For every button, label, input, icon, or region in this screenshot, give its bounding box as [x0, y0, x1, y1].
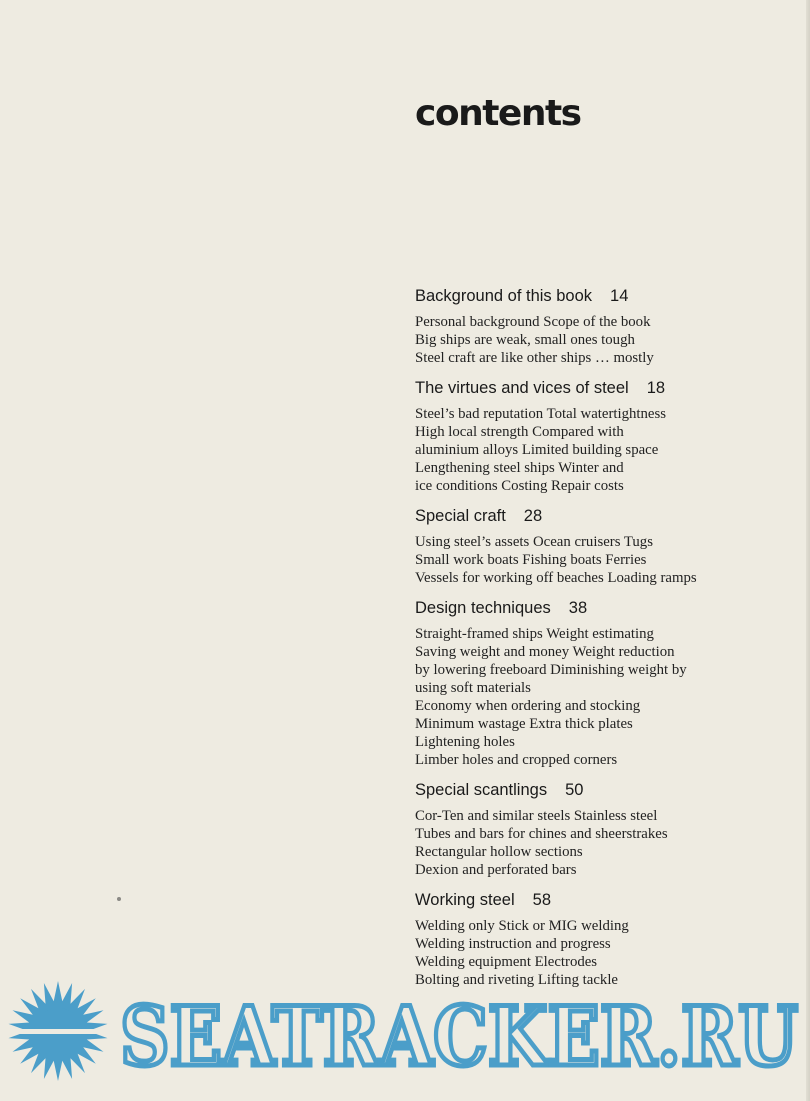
section-topic-line: Limber holes and cropped corners [415, 752, 618, 768]
watermark-text: SEATRACKER.RU [120, 990, 798, 1081]
watermark-logo [0, 981, 810, 1081]
toc-section [415, 506, 805, 587]
section-topic-line: Rectangular hollow sections [415, 844, 583, 860]
section-topic-line: Lightening holes [415, 734, 515, 750]
section-topic-line: by lowering freeboard Diminishing weight by [415, 662, 687, 678]
section-page-number: 28 [523, 507, 543, 525]
section-topic-line: Bolting and riveting Lifting tackle [415, 972, 619, 988]
speck [117, 897, 121, 901]
section-topic-line: Dexion and perforated bars [415, 862, 577, 878]
section-topic-line: Saving weight and money Weight reduction [415, 644, 675, 660]
section-topic-line: Steel craft are like other ships … mostly [415, 350, 654, 366]
section-topic-line: Tubes and bars for chines and sheerstrakes [415, 826, 668, 842]
section-topic-line: Welding only Stick or MIG welding [415, 918, 629, 934]
toc-section [415, 286, 805, 367]
section-page-number: 50 [565, 781, 584, 799]
section-topic-line: Straight-framed ships Weight estimating [415, 626, 654, 642]
section-topic-line: Using steel’s assets Ocean cruisers Tugs [415, 534, 653, 550]
section-title-text: The virtues and vices of steel [415, 379, 629, 397]
section-topic-line: Small work boats Fishing boats Ferries [415, 552, 647, 568]
section-title-text: Background of this book [415, 287, 593, 305]
section-topic-line: Big ships are weak, small ones tough [415, 332, 635, 348]
section-page-number: 58 [532, 891, 552, 909]
section-title-text: Special scantlings [415, 781, 548, 799]
section-topic-line: Lengthening steel ships Winter and [415, 460, 624, 476]
section-title [415, 780, 805, 800]
section-topic-line: Minimum wastage Extra thick plates [415, 716, 633, 732]
page-edge [806, 0, 810, 1101]
section-topic-line: Steel’s bad reputation Total watertightness [415, 406, 667, 422]
section-topic-line: Cor-Ten and similar steels Stainless steel [415, 808, 658, 824]
toc-section [415, 780, 805, 879]
section-topic-line: Welding instruction and progress [415, 936, 611, 952]
section-topic-line: Economy when ordering and stocking [415, 698, 641, 714]
section-topic-line: High local strength Compared with [415, 424, 624, 440]
section-title [415, 378, 805, 398]
section-page-number: 18 [646, 379, 666, 397]
section-title-text: Working steel [415, 891, 515, 909]
section-page-number: 38 [568, 599, 588, 617]
section-topic-line: Welding equipment Electrodes [415, 954, 598, 970]
section-topic-line: Personal background Scope of the book [415, 314, 651, 330]
section-title-text: Special craft [415, 507, 506, 525]
toc-section [415, 378, 805, 495]
toc-section [415, 890, 805, 989]
section-topic-line: Vessels for working off beaches Loading ramps [415, 570, 697, 586]
section-page-number: 14 [610, 287, 629, 305]
section-title [415, 506, 805, 526]
page-heading: contents [415, 93, 581, 134]
section-title-text: Design techniques [415, 599, 551, 617]
section-title [415, 598, 805, 618]
section-topic-line: ice conditions Costing Repair costs [415, 478, 624, 494]
section-topic-line: aluminium alloys Limited building space [415, 442, 659, 458]
section-title [415, 286, 805, 306]
section-topic-line: using soft materials [415, 680, 531, 696]
section-title [415, 890, 805, 910]
sunburst-icon [9, 981, 108, 1081]
toc-section [415, 598, 805, 769]
table-of-contents [415, 286, 805, 1000]
